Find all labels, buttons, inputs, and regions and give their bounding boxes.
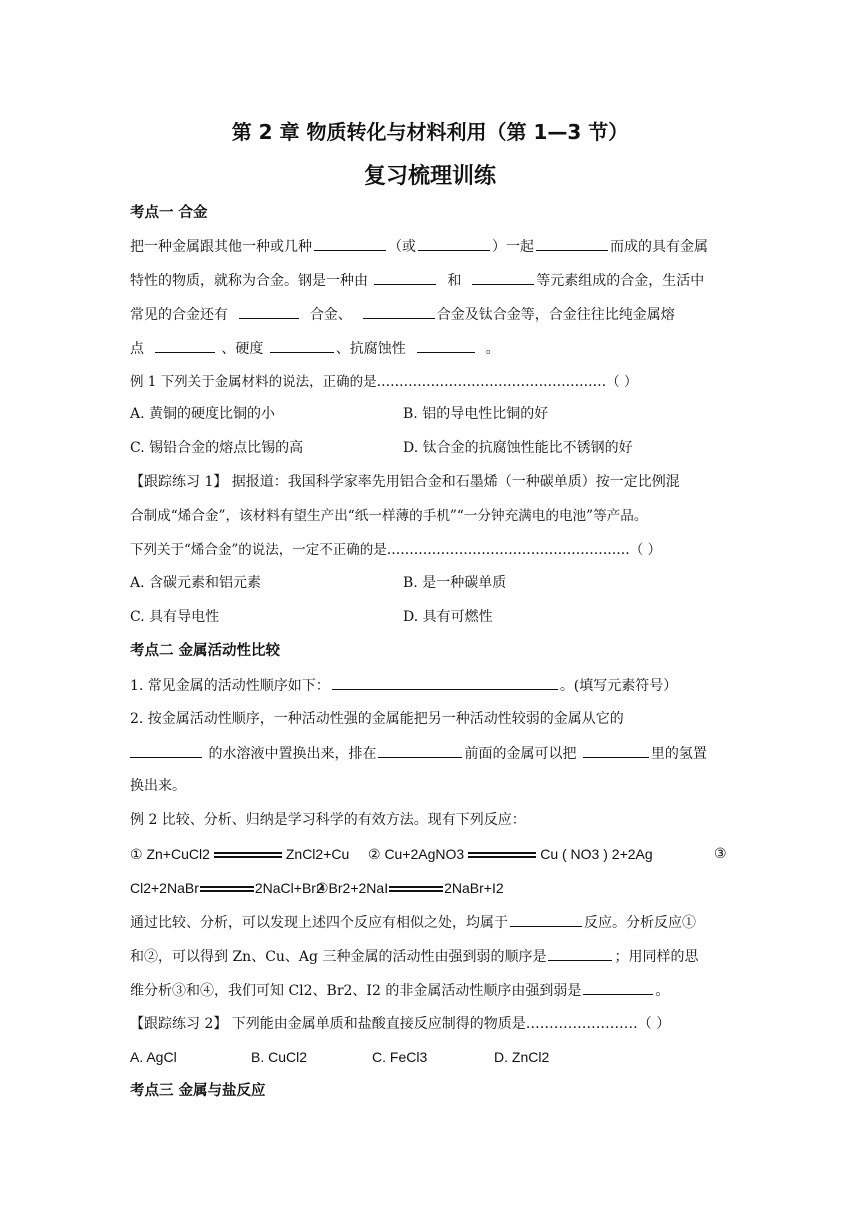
practice-1-option-b[interactable]: B. 是一种碳单质 [403, 575, 507, 591]
page-title: 第 2 章 物质转化与材料利用（第 1—3 节） [231, 120, 629, 144]
reaction-1 [130, 844, 349, 864]
text: 里的氢置 [650, 746, 707, 762]
page-subtitle: 复习梳理训练 [363, 164, 496, 189]
text: 2NaBr+I2 [444, 880, 504, 896]
text: ；用同样的思 [614, 949, 699, 965]
example-1-option-a[interactable]: A. 黄铜的硬度比铜的小 [130, 406, 276, 422]
practice-2-question [130, 1014, 730, 1034]
text: 合金、 [309, 307, 352, 323]
practice-1-option-c[interactable]: C. 具有导电性 [130, 609, 220, 625]
s2-analysis-line-2 [130, 946, 730, 967]
text: 前面的金属可以把 [464, 746, 577, 762]
reaction-3 [130, 878, 324, 898]
text: ④Br2+2NaI [316, 880, 389, 896]
equation-sign [200, 886, 254, 892]
text: ② Cu+2AgNO3 [368, 846, 465, 862]
s1-para-line-1 [130, 236, 730, 257]
fill-blank[interactable] [374, 270, 436, 285]
text: 等元素组成的合金，生活中 [536, 273, 705, 289]
example-1-option-c[interactable]: C. 锡铅合金的熔点比锡的高 [130, 440, 304, 456]
practice-1-option-d[interactable]: D. 具有可燃性 [403, 609, 493, 625]
fill-blank[interactable] [536, 236, 608, 251]
practice-1-line-2: 合制成“烯合金”，该材料有望生产出“纸一样薄的手机”“一分钟充满电的电池”等产品。 [130, 508, 648, 524]
text: 和②，可以得到 Zn、Cu、Ag 三种金属的活动性由强到弱的顺序是 [130, 949, 547, 965]
s2-q1 [130, 675, 730, 696]
text: 下列能由金属单质和盐酸直接反应制得的物质是……………………（ ） [227, 1016, 671, 1032]
text: ZnCl2+Cu [285, 846, 350, 862]
text: 的水溶液中置换出来，排在 [208, 746, 377, 762]
text: 常见的合金还有 [130, 307, 228, 323]
section-3-heading: 考点三 金属与盐反应 [130, 1083, 266, 1099]
text: 。 [655, 983, 670, 999]
section-1-heading: 考点一 合金 [130, 205, 208, 221]
text: 而成的具有金属 [610, 239, 708, 255]
text: 维分析③和④，我们可知 Cl2、Br2、I2 的非金属活动性顺序由强到弱是 [130, 983, 582, 999]
fill-blank[interactable] [130, 743, 202, 758]
text: Cu ( NO3 ) 2+2Ag [540, 846, 653, 862]
text: ）一起 [492, 239, 534, 255]
section-2-heading: 考点二 金属活动性比较 [130, 643, 281, 659]
text: 反应。分析反应① [584, 915, 696, 931]
reaction-4 [316, 878, 504, 898]
practice-1-label: 【跟踪练习 1】 [130, 474, 228, 490]
reaction-2 [368, 844, 653, 864]
fill-blank[interactable] [314, 236, 386, 251]
equation-sign [389, 886, 443, 892]
s2-q2-line-3: 换出来。 [130, 778, 186, 794]
example-1-option-d[interactable]: D. 钛合金的抗腐蚀性能比不锈钢的好 [403, 440, 633, 456]
text: 。(填写元素符号） [559, 678, 678, 694]
fill-blank[interactable] [332, 675, 558, 690]
example-1-option-b[interactable]: B. 铝的导电性比铜的好 [403, 406, 549, 422]
text: Cl2+2NaBr [130, 880, 199, 896]
text: 特性的物质，就称为合金。钢是一种由 [130, 273, 368, 289]
practice-1-line-3: 下列关于“烯合金”的说法，一定不正确的是………………………………………………（ ） [130, 542, 662, 558]
s2-q2-line-2 [130, 743, 730, 764]
example-2-question: 例 2 比较、分析、归纳是学习科学的有效方法。现有下列反应： [130, 812, 526, 828]
practice-2-option-d[interactable]: D. ZnCl2 [494, 1049, 550, 1065]
text: 据报道：我国科学家率先用铝合金和石墨烯（一种碳单质）按一定比例混 [227, 474, 680, 490]
example-1-question: 例 1 下列关于金属材料的说法，正确的是……………………………………………（ ） [130, 374, 638, 390]
practice-2-option-b[interactable]: B. CuCl2 [251, 1049, 308, 1065]
fill-blank[interactable] [155, 338, 215, 353]
fill-blank[interactable] [583, 980, 653, 995]
practice-2-option-c[interactable]: C. FeCl3 [372, 1049, 428, 1065]
practice-1-line-1 [130, 472, 730, 492]
fill-blank[interactable] [510, 912, 582, 927]
fill-blank[interactable] [583, 743, 649, 758]
fill-blank[interactable] [418, 236, 490, 251]
fill-blank[interactable] [472, 270, 534, 285]
text: 2NaCl+Br2 [254, 880, 324, 896]
text: 1. 常见金属的活动性顺序如下： [130, 678, 330, 694]
text: 点 [130, 341, 144, 357]
text: 。 [485, 341, 500, 357]
text: 通过比较、分析，可以发现上述四个反应有相似之处，均属于 [130, 915, 508, 931]
equation-sign [468, 852, 536, 858]
text: ① Zn+CuCl2 [130, 846, 210, 862]
s1-para-line-2 [130, 270, 730, 291]
fill-blank[interactable] [548, 946, 612, 961]
practice-2-label: 【跟踪练习 2】 [130, 1016, 228, 1032]
text: 把一种金属跟其他一种或几种 [130, 239, 312, 255]
s2-analysis-line-1 [130, 912, 730, 933]
s2-q2-line-1: 2. 按金属活动性顺序，一种活动性强的金属能把另一种活动性较弱的金属从它的 [130, 711, 624, 727]
fill-blank[interactable] [378, 743, 462, 758]
practice-2-option-a[interactable]: A. AgCl [130, 1049, 177, 1065]
practice-1-option-a[interactable]: A. 含碳元素和铝元素 [130, 575, 262, 591]
fill-blank[interactable] [270, 338, 334, 353]
text: 、硬度 [221, 341, 264, 357]
reaction-3-number: ③ [714, 846, 727, 862]
equation-sign [214, 852, 282, 858]
s2-analysis-line-3 [130, 980, 730, 1001]
text: （或 [388, 239, 416, 255]
text: 和 [447, 273, 462, 289]
s1-para-line-4 [130, 338, 730, 359]
fill-blank[interactable] [363, 304, 435, 319]
fill-blank[interactable] [239, 304, 299, 319]
fill-blank[interactable] [417, 338, 475, 353]
text: 合金及钛合金等，合金往往比纯金属熔 [436, 307, 675, 323]
text: 、抗腐蚀性 [335, 341, 406, 357]
s1-para-line-3 [130, 304, 730, 325]
